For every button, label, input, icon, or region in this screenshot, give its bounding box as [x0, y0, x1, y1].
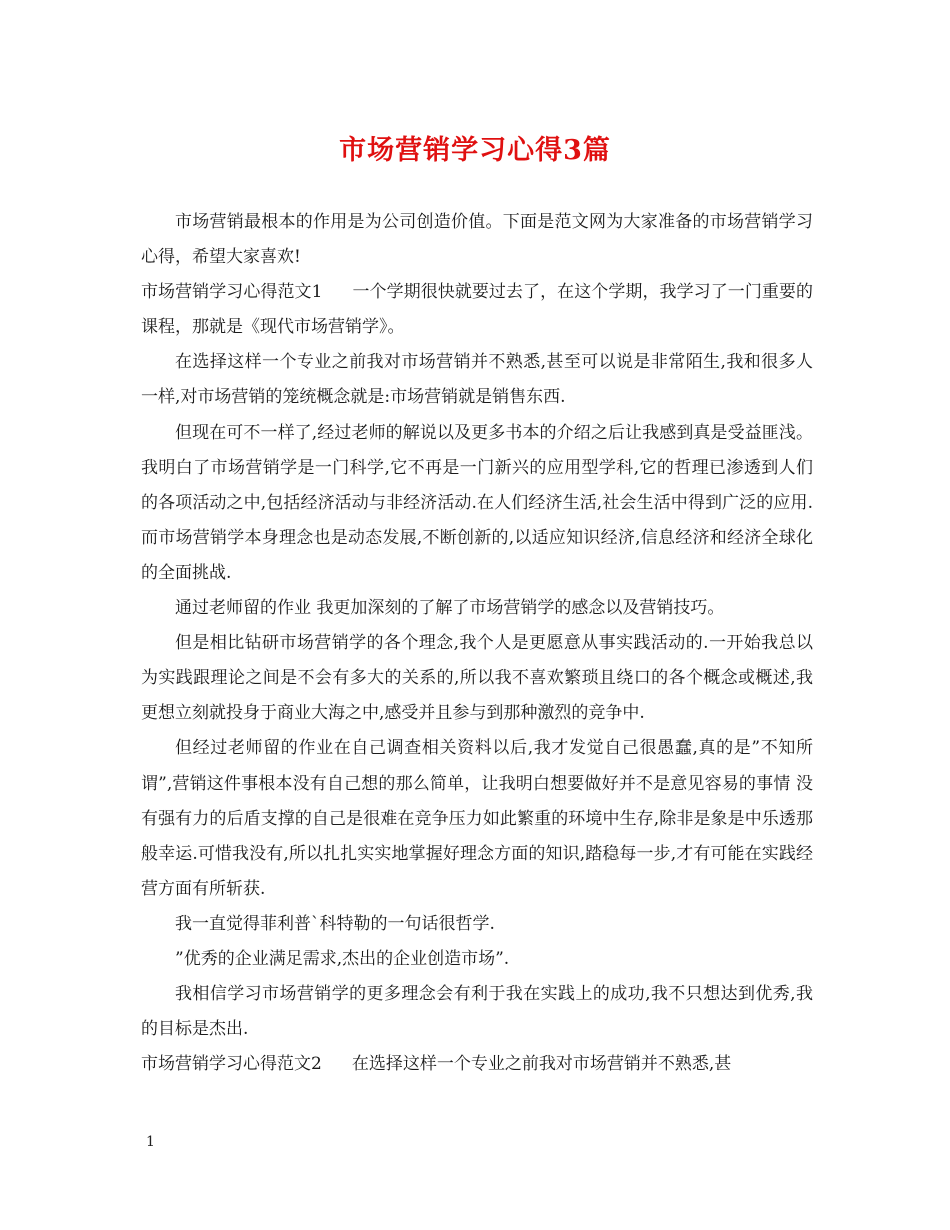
paragraph: 我相信学习市场营销学的更多理念会有利于我在实践上的成功,我不只想达到优秀,我的目标是杰出. — [141, 984, 813, 1040]
section-2-text: 在选择这样一个专业之前我对市场营销并不熟悉,甚 — [351, 1054, 732, 1075]
paragraph: 但是相比钻研市场营销学的各个理念,我个人是更愿意从事实践活动的.一开始我总以为实践跟理论之间是不会有多大的关系的,所以我不喜欢繁琐且绕口的各个概念或概述,我更想立刻就投身于商业大海之中,感受并且参与到那种激烈的竞争中. — [141, 633, 813, 724]
document-title: 市场营销学习心得3篇 — [339, 135, 611, 166]
section-2-heading: 市场营销学习心得范文2 — [141, 1054, 322, 1075]
paragraph: 但经过老师留的作业在自己调查相关资料以后,我才发觉自己很愚蠢,真的是”不知所谓”,营销这件事根本没有自己想的那么简单，让我明白想要做好并不是意见容易的事情 没有强有力的后盾支撑的自己是很难在竞争压力如此繁重的环境中生存,除非是象是中乐透那般幸运.可惜我没有,所以扎扎实实地掌握好理念方面的知识,踏稳每一步,才有可能在实践经营方面有所斩获. — [141, 738, 813, 899]
page-number: 1 — [146, 1134, 155, 1150]
section-1-paragraph — [141, 275, 813, 345]
quote-paragraph: ”优秀的企业满足需求,杰出的企业创造市场”. — [175, 948, 510, 969]
section-2-paragraph — [141, 1047, 813, 1082]
section-1-heading: 市场营销学习心得范文1 — [141, 282, 323, 303]
paragraph: 我一直觉得菲利普`科特勒的一句话很哲学. — [175, 913, 495, 934]
paragraph: 在选择这样一个专业之前我对市场营销并不熟悉,甚至可以说是非常陌生,我和很多人一样,对市场营销的笼统概念就是:市场营销就是销售东西. — [141, 352, 813, 408]
document-body — [141, 205, 813, 1082]
intro-paragraph: 市场营销最根本的作用是为公司创造价值。下面是范文网为大家准备的市场营销学习心得，希望大家喜欢! — [141, 212, 813, 268]
paragraph: 但现在可不一样了,经过老师的解说以及更多书本的介绍之后让我感到真是受益匪浅。我明白了市场营销学是一门科学,它不再是一门新兴的应用型学科,它的哲理已渗透到人们的各项活动之中,包括经济活动与非经济活动.在人们经济生活,社会生活中得到广泛的应用.而市场营销学本身理念也是动态发展,不断创新的,以适应知识经济,信息经济和经济全球化的全面挑战. — [141, 422, 813, 583]
section-1-text: 一个学期很快就要过去了，在这个学期，我学习了一门重要的课程，那就是《现代市场营销学》。 — [141, 282, 813, 338]
paragraph: 通过老师留的作业 我更加深刻的了解了市场营销学的感念以及营销技巧。 — [175, 598, 725, 619]
